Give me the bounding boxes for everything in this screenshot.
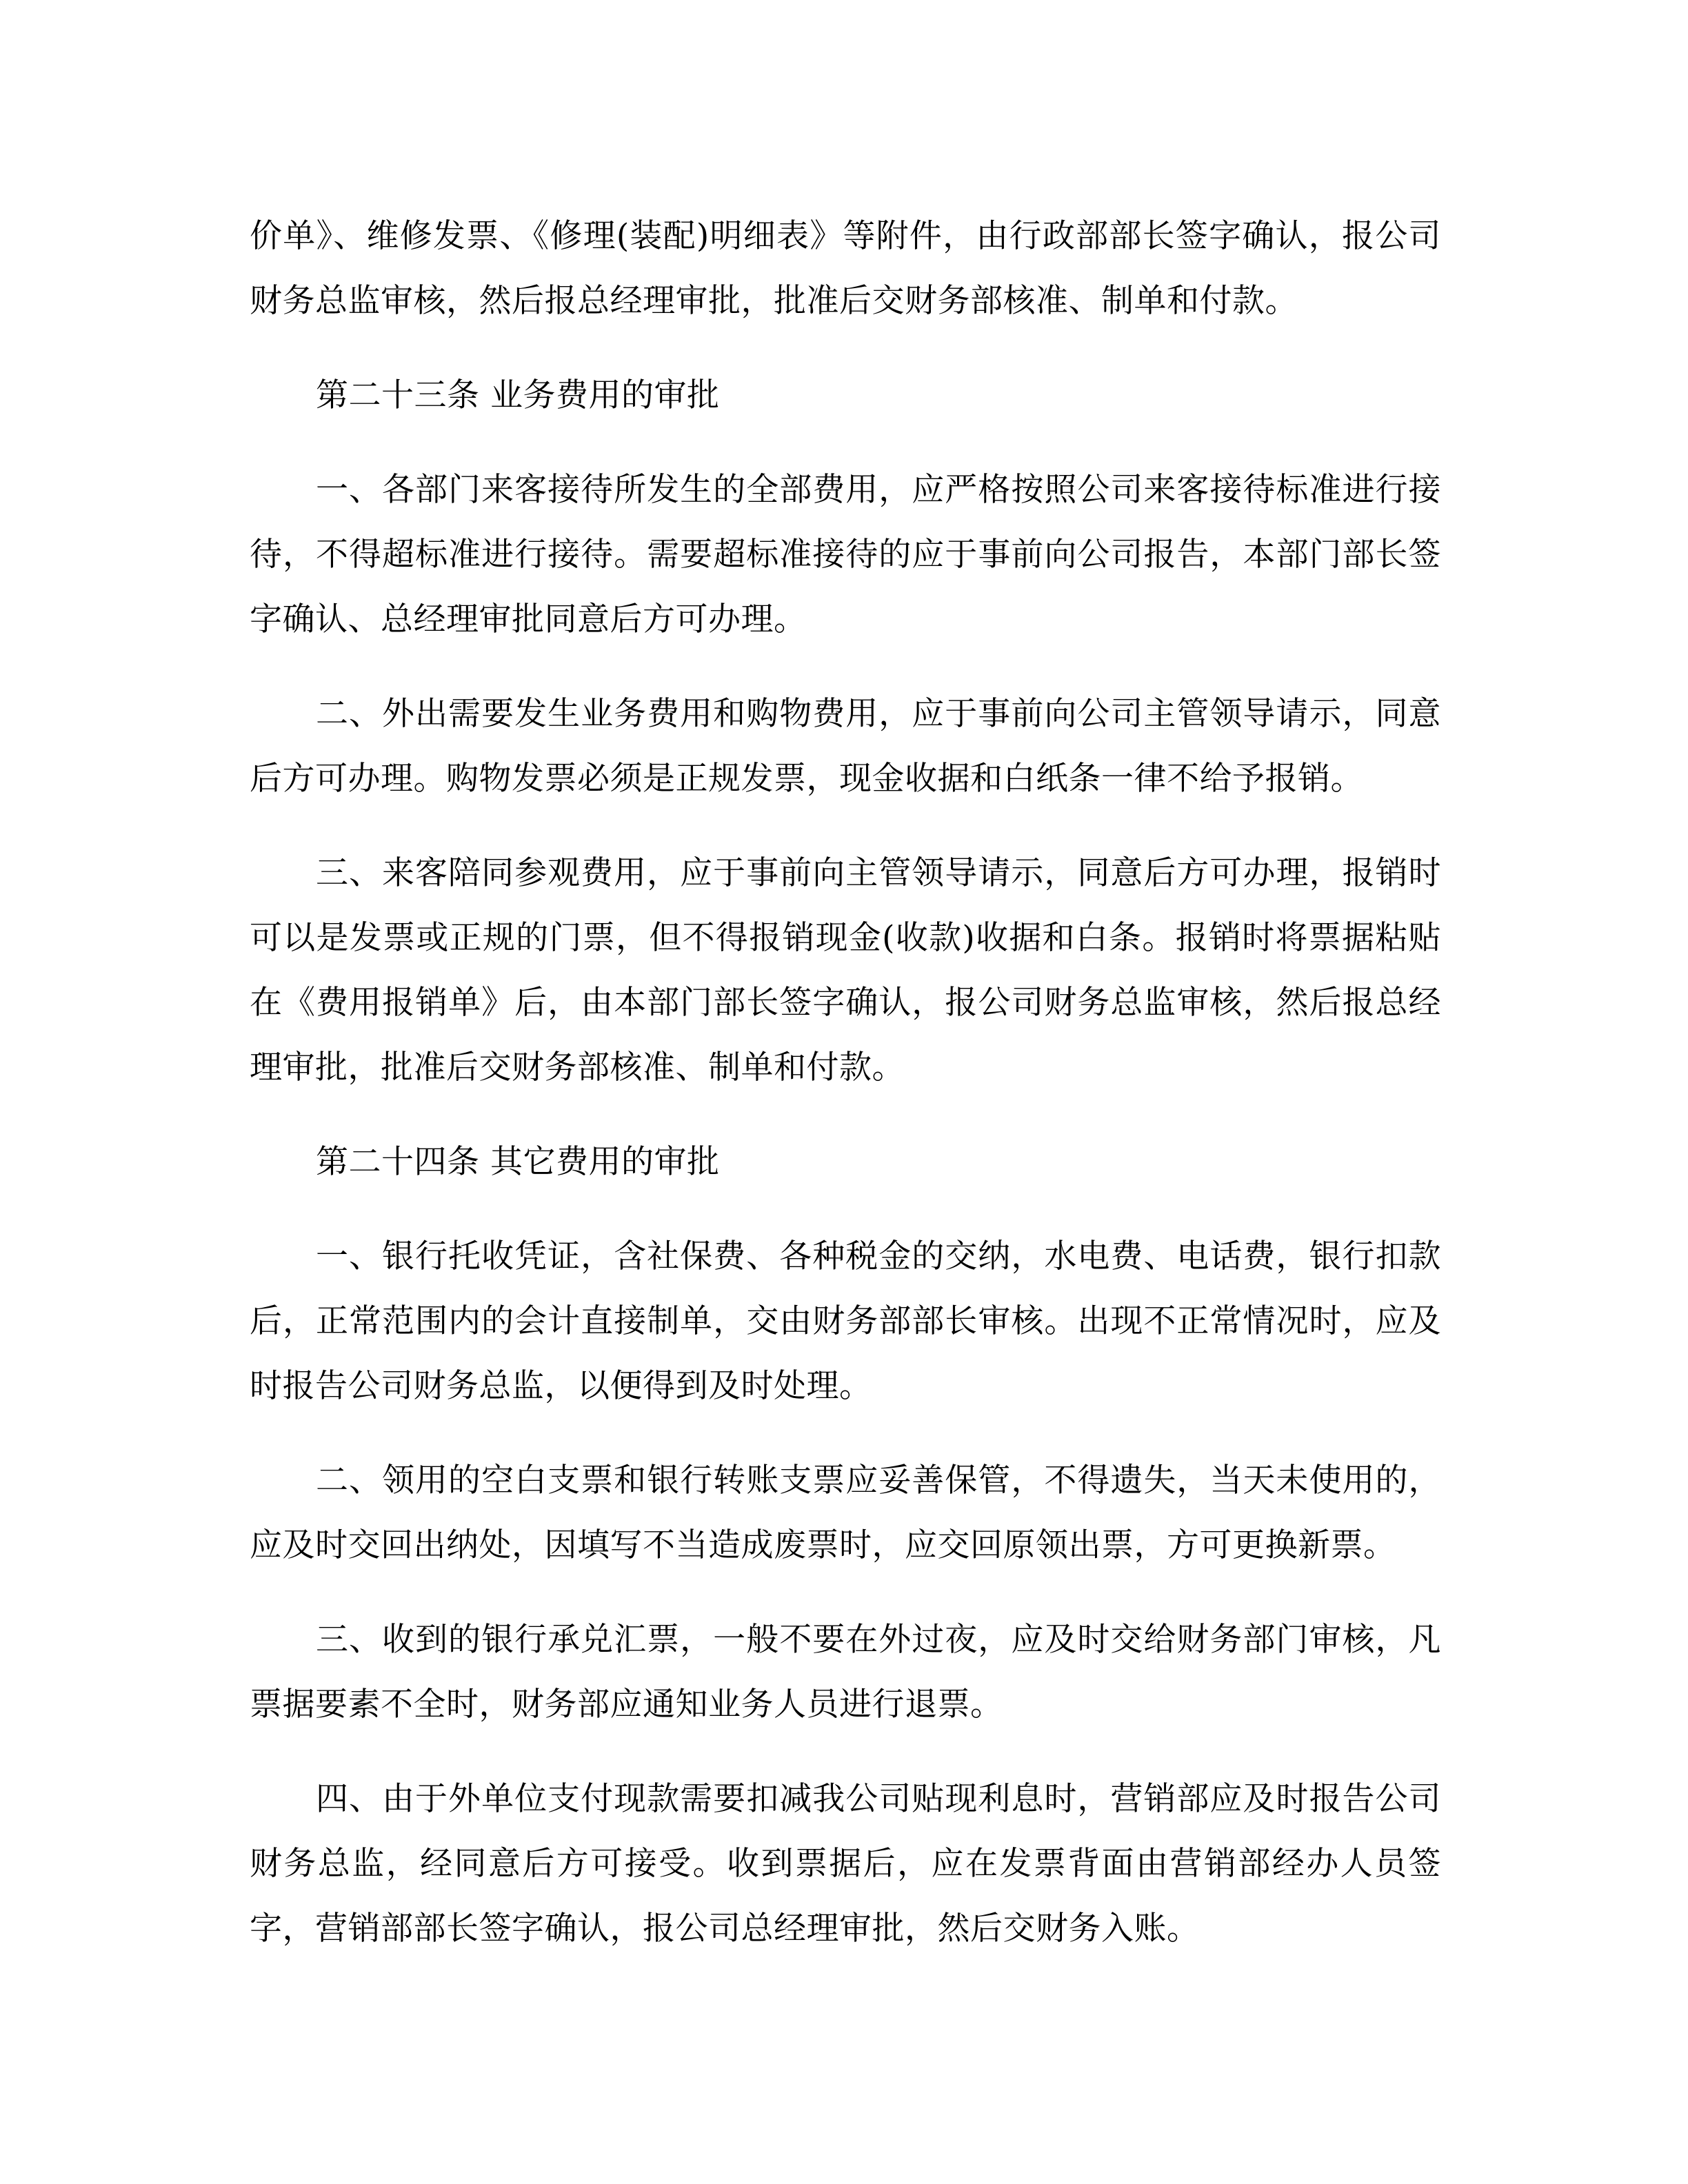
article-23-item-1: 一、各部门来客接待所发生的全部费用，应严格按照公司来客接待标准进行接待，不得超标准进行接待。需要超标准接待的应于事前向公司报告，本部门部长签字确认、总经理审批同意后方可办理。 bbox=[250, 471, 1441, 638]
article-24-heading: 第二十四条 其它费用的审批 bbox=[316, 1143, 720, 1181]
article-24-item-2: 二、领用的空白支票和银行转账支票应妥善保管，不得遗失，当天未使用的，应及时交回出纳处，因填写不当造成废票时，应交回原领出票，方可更换新票。 bbox=[250, 1462, 1441, 1564]
article-24-item-3: 三、收到的银行承兑汇票，一般不要在外过夜，应及时交给财务部门审核，凡票据要素不全时，财务部应通知业务人员进行退票。 bbox=[250, 1621, 1441, 1723]
article-24-item-1: 一、银行托收凭证，含社保费、各种税金的交纳，水电费、电话费，银行扣款后，正常范围内的会计直接制单，交由财务部部长审核。出现不正常情况时，应及时报告公司财务总监，以便得到及时处理。 bbox=[250, 1237, 1441, 1405]
document-body bbox=[250, 204, 1441, 1991]
article-23-heading: 第二十三条 业务费用的审批 bbox=[316, 376, 720, 414]
paragraph-continuation: 价单》、维修发票、《修理(装配)明细表》等附件，由行政部部长签字确认，报公司财务总监审核，然后报总经理审批，批准后交财务部核准、制单和付款。 bbox=[250, 217, 1441, 320]
article-23-item-3: 三、来客陪同参观费用，应于事前向主管领导请示，同意后方可办理，报销时可以是发票或正规的门票，但不得报销现金(收款)收据和白条。报销时将票据粘贴在《费用报销单》后，由本部门部长签字确认，报公司财务总监审核，然后报总经理审批，批准后交财务部核准、制单和付款。 bbox=[250, 854, 1441, 1086]
article-23-item-2: 二、外出需要发生业务费用和购物费用，应于事前向公司主管领导请示，同意后方可办理。购物发票必须是正规发票，现金收据和白纸条一律不给予报销。 bbox=[250, 695, 1441, 798]
article-24-item-4: 四、由于外单位支付现款需要扣减我公司贴现利息时，营销部应及时报告公司财务总监，经同意后方可接受。收到票据后，应在发票背面由营销部经办人员签字，营销部部长签字确认，报公司总经理审批，然后交财务入账。 bbox=[250, 1780, 1441, 1948]
